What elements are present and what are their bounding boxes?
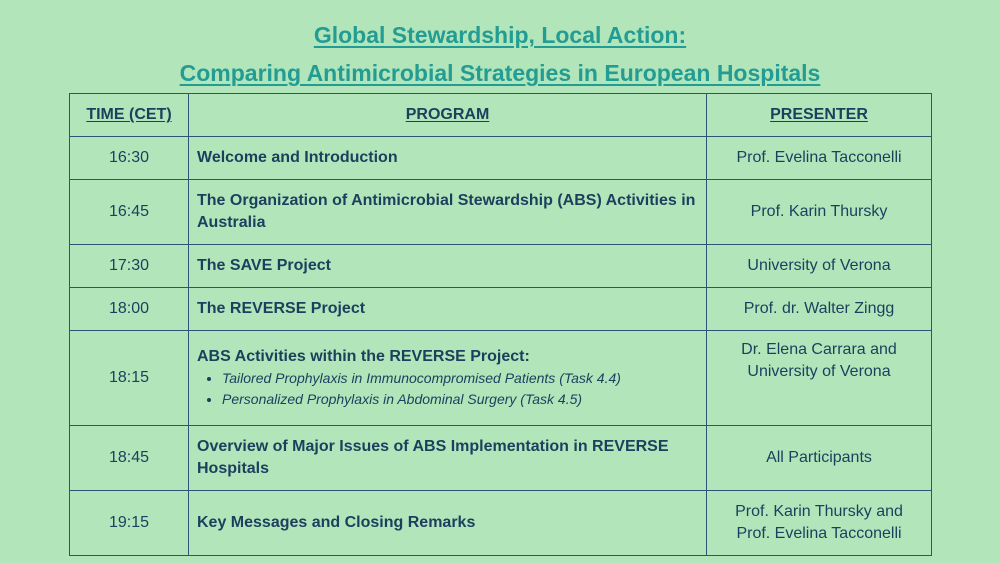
- row-time: 18:00: [70, 288, 189, 331]
- row-time: 19:15: [70, 491, 189, 556]
- header-presenter: PRESENTER: [707, 94, 932, 137]
- table-header-row: [70, 94, 932, 137]
- row-presenter: Prof. dr. Walter Zingg: [707, 288, 932, 331]
- table-row: [70, 137, 932, 180]
- header-program: PROGRAM: [189, 94, 707, 137]
- program-subitem: • Tailored Prophylaxis in Immunocompromised Patients (Task 4.4): [222, 368, 698, 389]
- program-subitem: • Personalized Prophylaxis in Abdominal Surgery (Task 4.5): [222, 389, 698, 410]
- row-time: 16:45: [70, 180, 189, 245]
- presenter-line: Prof. Karin Thursky and: [735, 503, 903, 520]
- row-program: Overview of Major Issues of ABS Implementation in REVERSE Hospitals: [189, 426, 707, 491]
- table-row: [70, 491, 932, 556]
- row-program: Welcome and Introduction: [189, 137, 707, 180]
- row-time: 18:15: [70, 331, 189, 426]
- row-program: [189, 331, 707, 426]
- row-time: 18:45: [70, 426, 189, 491]
- row-program: The REVERSE Project: [189, 288, 707, 331]
- row-program-title: ABS Activities within the REVERSE Project:: [197, 348, 530, 365]
- row-program: The SAVE Project: [189, 245, 707, 288]
- presenter-line: University of Verona: [747, 363, 891, 380]
- row-presenter: University of Verona: [707, 245, 932, 288]
- presenter-line: Prof. Evelina Tacconelli: [736, 525, 902, 542]
- row-presenter: Prof. Evelina Tacconelli: [707, 137, 932, 180]
- row-presenter: All Participants: [707, 426, 932, 491]
- program-subitem-list: [197, 368, 698, 410]
- row-time: 16:30: [70, 137, 189, 180]
- program-table: [69, 93, 932, 556]
- table-row: [70, 288, 932, 331]
- table-row: [70, 180, 932, 245]
- row-presenter: [707, 331, 932, 426]
- table-row: [70, 426, 932, 491]
- row-time: 17:30: [70, 245, 189, 288]
- presenter-line: Dr. Elena Carrara and: [741, 341, 897, 358]
- row-program: The Organization of Antimicrobial Stewardship (ABS) Activities in Australia: [189, 180, 707, 245]
- header-time: TIME (CET): [70, 94, 189, 137]
- table-row: [70, 245, 932, 288]
- page-title-line-2: Comparing Antimicrobial Strategies in European Hospitals: [179, 60, 821, 86]
- table-row: [70, 331, 932, 426]
- page-title-line-1: Global Stewardship, Local Action:: [313, 22, 687, 48]
- row-presenter: Prof. Karin Thursky: [707, 180, 932, 245]
- row-presenter: [707, 491, 932, 556]
- row-program: Key Messages and Closing Remarks: [189, 491, 707, 556]
